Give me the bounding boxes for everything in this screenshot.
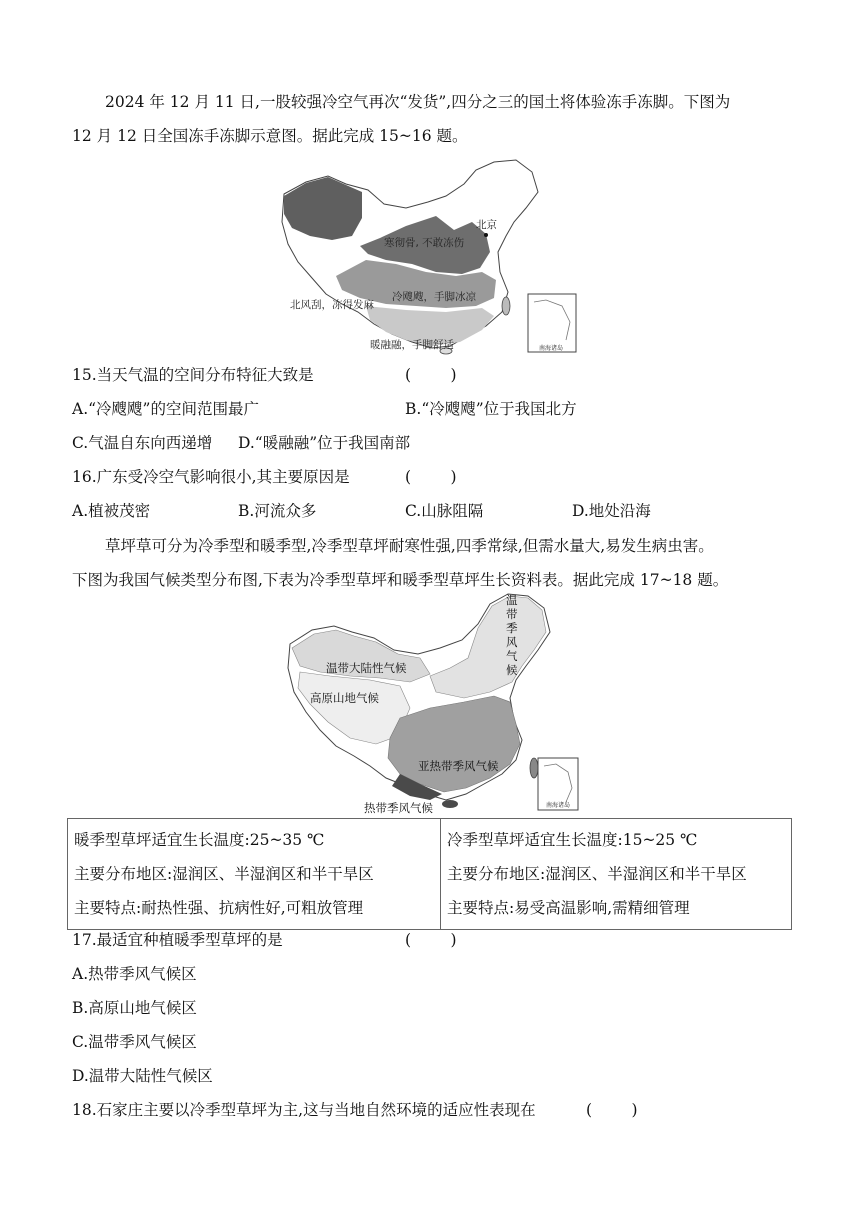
- cool-feature: 主要特点:易受高温影响,需精细管理: [447, 899, 690, 917]
- map2-label-temperate-monsoon: [506, 593, 518, 677]
- q17-option-d: D.温带大陆性气候区: [72, 1067, 213, 1085]
- q17-answer-paren: ( ): [405, 931, 457, 949]
- cool-area: 主要分布地区:湿润区、半湿润区和半干旱区: [447, 865, 747, 883]
- q15-option-c: C.气温自东向西递增: [72, 434, 213, 452]
- map1-label-middle: 冷飕飕，手脚冰凉: [392, 291, 476, 303]
- map1-label-beijing: 北京: [476, 219, 497, 231]
- q15-option-b: B.“冷飕飕”位于我国北方: [405, 400, 577, 418]
- map2-label-temperate-continental: 温带大陆性气候: [326, 661, 407, 675]
- passage1-line1: 2024 年 12 月 11 日,一股较强冷空气再次“发货”,四分之三的国土将体验冻手冻脚。下图为: [105, 93, 731, 111]
- map2-inset-label: 南海诸岛: [546, 802, 571, 809]
- warm-feature: 主要特点:耐热性强、抗病性好,可粗放管理: [74, 899, 364, 917]
- passage2-line1: 草坪草可分为冷季型和暖季型,冷季型草坪耐寒性强,四季常绿,但需水量大,易发生病虫害。: [105, 537, 714, 555]
- q16-answer-paren: ( ): [405, 468, 457, 486]
- map1-label-west: 北风刮，冻得发麻: [290, 299, 374, 311]
- map1-inset-label: 南海诸岛: [539, 345, 564, 352]
- svg-text:温带季风气候: 温带季风气候: [506, 593, 518, 677]
- q15-answer-paren: ( ): [405, 366, 457, 384]
- q17-option-a: A.热带季风气候区: [72, 965, 197, 983]
- warm-area: 主要分布地区:湿润区、半湿润区和半干旱区: [74, 865, 374, 883]
- q16-option-c: C.山脉阻隔: [405, 502, 484, 520]
- map1-label-south: 暖融融，手脚舒适: [370, 339, 454, 351]
- warm-temp: 暖季型草坪适宜生长温度:25~35 ℃: [74, 831, 325, 849]
- q15-stem: 15.当天气温的空间分布特征大致是: [72, 366, 314, 384]
- q18-stem: 18.石家庄主要以冷季型草坪为主,这与当地自然环境的适应性表现在: [72, 1101, 536, 1119]
- passage1-line2: 12 月 12 日全国冻手冻脚示意图。据此完成 15~16 题。: [72, 127, 468, 145]
- cold-distribution-map: [276, 156, 586, 356]
- q16-option-d: D.地处沿海: [572, 502, 651, 520]
- q15-option-a: A.“冷飕飕”的空间范围最广: [72, 400, 259, 418]
- q16-option-b: B.河流众多: [238, 502, 317, 520]
- cool-temp: 冷季型草坪适宜生长温度:15~25 ℃: [447, 831, 698, 849]
- cool-season-cell: [441, 819, 792, 930]
- q17-stem: 17.最适宜种植暖季型草坪的是: [72, 931, 283, 949]
- map2-label-plateau: 高原山地气候: [310, 691, 379, 705]
- warm-season-cell: [68, 819, 441, 930]
- q17-option-c: C.温带季风气候区: [72, 1033, 197, 1051]
- map1-label-north: 寒彻骨, 不敢冻伤: [384, 237, 465, 249]
- q15-option-d: D.“暖融融”位于我国南部: [238, 434, 411, 452]
- q18-answer-paren: ( ): [586, 1101, 638, 1119]
- q16-stem: 16.广东受冷空气影响很小,其主要原因是: [72, 468, 350, 486]
- map2-label-subtropical: 亚热带季风气候: [418, 759, 499, 773]
- turf-comparison-table: [67, 818, 792, 930]
- q17-option-b: B.高原山地气候区: [72, 999, 197, 1017]
- passage2-line2: 下图为我国气候类型分布图,下表为冷季型草坪和暖季型草坪生长资料表。据此完成 17~18 题。: [72, 571, 729, 589]
- map2-label-tropical: 热带季风气候: [364, 801, 433, 815]
- q16-option-a: A.植被茂密: [72, 502, 151, 520]
- climate-type-map: [280, 588, 585, 818]
